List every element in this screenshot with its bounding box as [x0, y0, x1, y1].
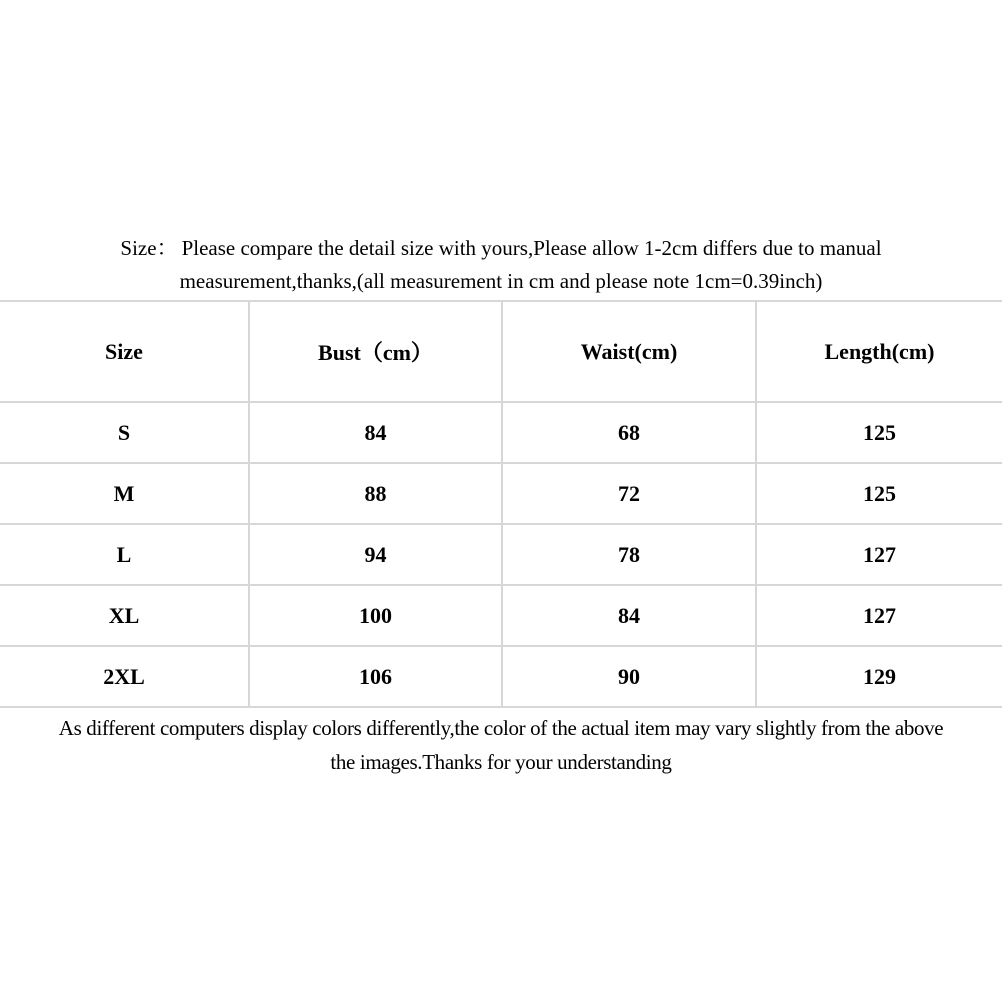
length-value: 127 — [863, 602, 896, 628]
table-row-xl — [0, 585, 1002, 646]
table-row-m — [0, 463, 1002, 524]
bust-value: 88 — [249, 463, 502, 524]
waist-value: 72 — [502, 463, 756, 524]
bust-value: 84 — [249, 402, 502, 463]
table-row-l — [0, 524, 1002, 585]
size-value: XL — [0, 585, 249, 646]
size-value: 2XL — [0, 646, 249, 707]
color-disclaimer-line1: As different computers display colors differently,the color of the actual item may vary slightly from the above — [58, 716, 944, 740]
size-note-text: Please compare the detail size with yours,Please allow 1-2cm differs due to manual — [181, 236, 882, 260]
size-note-line2: measurement,thanks,(all measurement in cm and please note 1cm=0.39inch) — [179, 269, 823, 293]
color-disclaimer — [0, 711, 1002, 779]
bust-value: 94 — [249, 524, 502, 585]
size-note — [0, 0, 1002, 298]
size-value: S — [0, 402, 249, 463]
size-note-line1 — [0, 232, 1002, 265]
header-waist: Waist(cm) — [502, 301, 756, 402]
waist-value: 78 — [502, 524, 756, 585]
table-row-2xl — [0, 646, 1002, 707]
header-length: Length(cm) — [824, 338, 935, 364]
waist-value: 68 — [502, 402, 756, 463]
color-disclaimer-line2: the images.Thanks for your understanding — [330, 750, 672, 774]
length-value: 125 — [863, 419, 896, 445]
length-value: 125 — [863, 480, 896, 506]
waist-value: 90 — [502, 646, 756, 707]
table-row-s — [0, 402, 1002, 463]
header-size: Size — [0, 301, 249, 402]
size-value: M — [0, 463, 249, 524]
size-table-header-row — [0, 301, 1002, 402]
size-note-label: Size： — [120, 236, 178, 260]
bust-value: 106 — [249, 646, 502, 707]
size-table — [0, 300, 1002, 708]
length-value: 129 — [863, 663, 896, 689]
bust-value: 100 — [249, 585, 502, 646]
waist-value: 84 — [502, 585, 756, 646]
size-value: L — [0, 524, 249, 585]
header-bust: Bust（cm） — [249, 301, 502, 402]
length-value: 127 — [863, 541, 896, 567]
